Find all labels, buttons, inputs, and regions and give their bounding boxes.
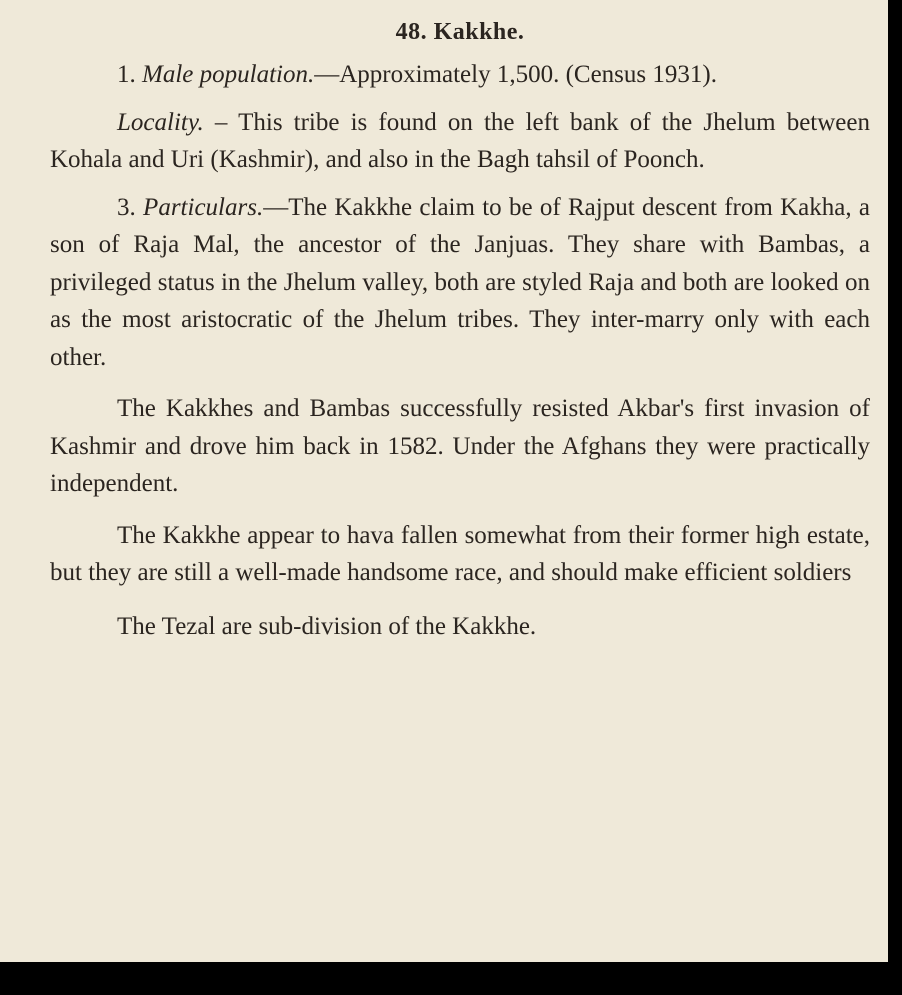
scan-bottom-border: [0, 962, 902, 995]
item-number: 3.: [117, 193, 136, 221]
item-label: Locality.: [117, 108, 204, 136]
section-heading: 48. Kakkhe.: [395, 19, 525, 45]
item-label: Male population.: [142, 61, 315, 88]
page-text: [50, 14, 870, 645]
item-text: – This tribe is found on the left bank of the Jhelum between Kohala and Uri (Kashmir), and also in the Bagh tahsil of Poonch.: [50, 108, 870, 173]
paragraph-locality: [50, 104, 870, 179]
scan-right-edge: [888, 0, 902, 995]
item-text: —The Kakkhe claim to be of Rajput descent from Kakha, a son of Raja Mal, the ancestor of the Janjuas. They share with Bambas, a privileged status in the Jhelum valley, both are styled Raja and both are looked on as the most aristocratic of the Jhelum tribes. They inter-marry only with each other.: [50, 193, 870, 371]
item-label: Particulars.: [143, 193, 264, 221]
paragraph-particulars: [50, 189, 870, 377]
paragraph-subdivision: The Tezal are sub-division of the Kakkhe.: [117, 612, 537, 640]
paragraph-history: The Kakkhes and Bambas successfully resisted Akbar's first invasion of Kashmir and drove him back in 1582. Under the Afghans they were practically independent.: [50, 395, 870, 497]
paragraph-male-population: [50, 56, 870, 94]
paragraph-status: The Kakkhe appear to hava fallen somewhat from their former high estate, but they are still a well-made handsome race, and should make efficient soldiers: [50, 521, 870, 586]
item-number: 1.: [117, 61, 136, 88]
item-text: —Approximately 1,500. (Census 1931).: [314, 61, 717, 88]
